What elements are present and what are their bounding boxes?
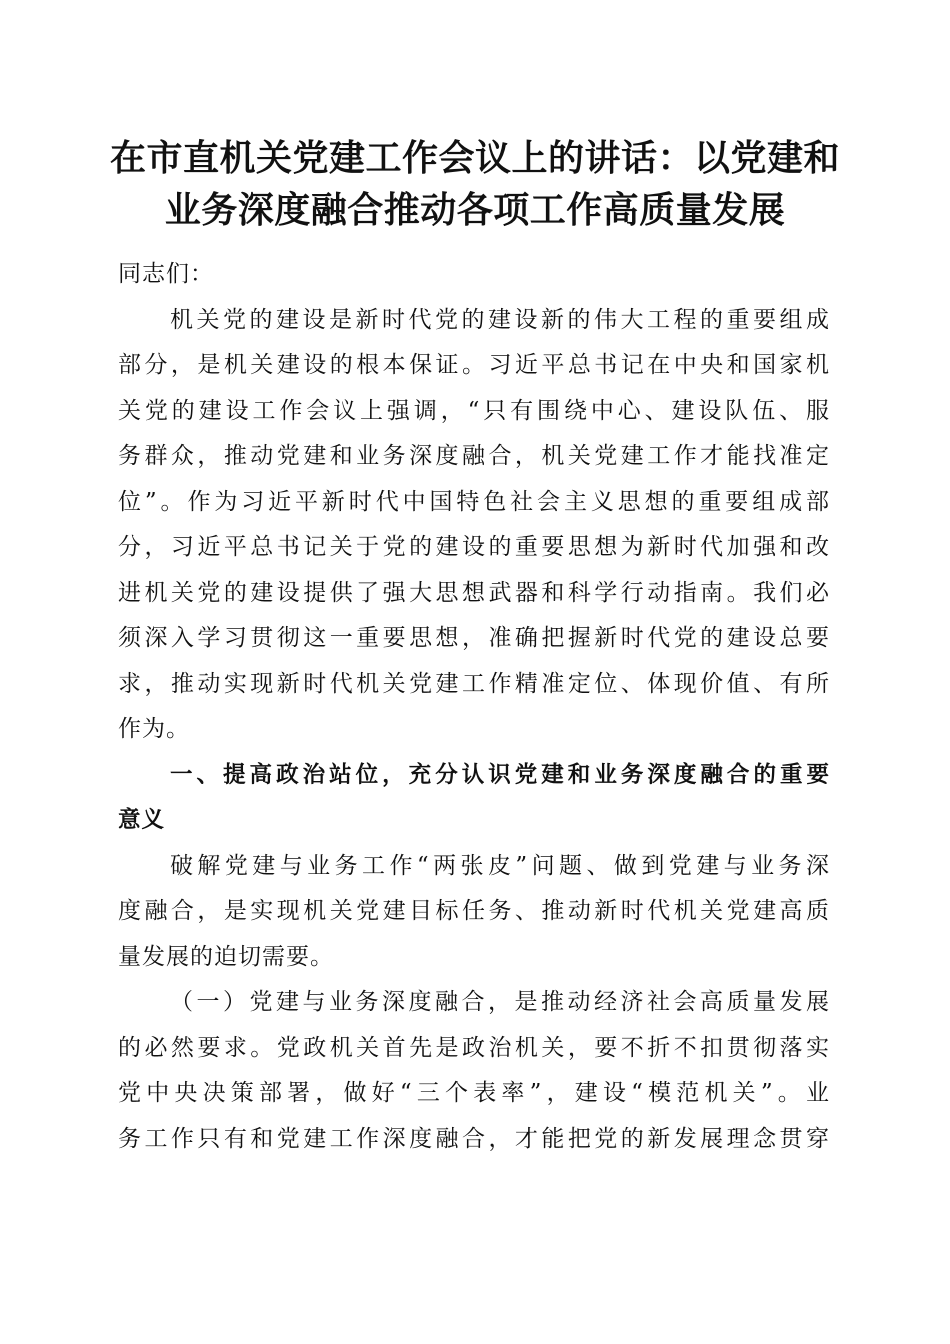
- paragraph-line: 务群众，推动党建和业务深度融合，机关党建工作才能找准定: [118, 443, 830, 469]
- paragraph-line: 务工作只有和党建工作深度融合，才能把党的新发展理念贯穿: [118, 1125, 830, 1152]
- paragraph-line: 破解党建与业务工作“两张皮”问题、做到党建与业务深: [170, 852, 830, 879]
- document-title: [100, 132, 850, 236]
- paragraph-1: [118, 298, 830, 753]
- document-body: [118, 252, 830, 1162]
- heading-line: 一、提高政治站位，充分认识党建和业务深度融合的重要: [170, 761, 830, 788]
- paragraph-line: 度融合，是实现机关党建目标任务、推动新时代机关党建高质: [118, 898, 830, 924]
- paragraph-3: [118, 980, 830, 1162]
- paragraph-line: 进机关党的建设提供了强大思想武器和科学行动指南。我们必: [118, 579, 830, 606]
- paragraph-line: 位”。作为习近平新时代中国特色社会主义思想的重要组成部: [118, 488, 830, 515]
- paragraph-line: 关党的建设工作会议上强调，“只有围绕中心、建设队伍、服: [118, 397, 830, 424]
- paragraph-line: 分，习近平总书记关于党的建设的重要思想为新时代加强和改: [118, 534, 830, 560]
- paragraph-line: （一）党建与业务深度融合，是推动经济社会高质量发展: [170, 989, 830, 1015]
- salutation: 同志们：: [118, 261, 214, 287]
- heading-line: 意义: [118, 807, 166, 833]
- title-line-2: 业务深度融合推动各项工作高质量发展: [164, 189, 786, 231]
- paragraph-2: [118, 844, 830, 981]
- paragraph-line: 须深入学习贯彻这一重要思想，准确把握新时代党的建设总要: [118, 625, 830, 651]
- paragraph-line: 机关党的建设是新时代党的建设新的伟大工程的重要组成: [170, 306, 830, 333]
- paragraph-line: 部分，是机关建设的根本保证。习近平总书记在中央和国家机: [118, 352, 830, 378]
- section-1-heading: [118, 753, 830, 844]
- paragraph-line: 党中央决策部署，做好“三个表率”，建设“模范机关”。业: [118, 1080, 830, 1106]
- title-line-1: 在市直机关党建工作会议上的讲话：以党建和: [109, 137, 840, 179]
- paragraph-line: 量发展的迫切需要。: [118, 943, 334, 970]
- paragraph-line: 的必然要求。党政机关首先是政治机关，要不折不扣贯彻落实: [118, 1034, 830, 1061]
- paragraph-line: 作为。: [118, 716, 190, 742]
- paragraph-line: 求，推动实现新时代机关党建工作精准定位、体现价值、有所: [118, 670, 830, 697]
